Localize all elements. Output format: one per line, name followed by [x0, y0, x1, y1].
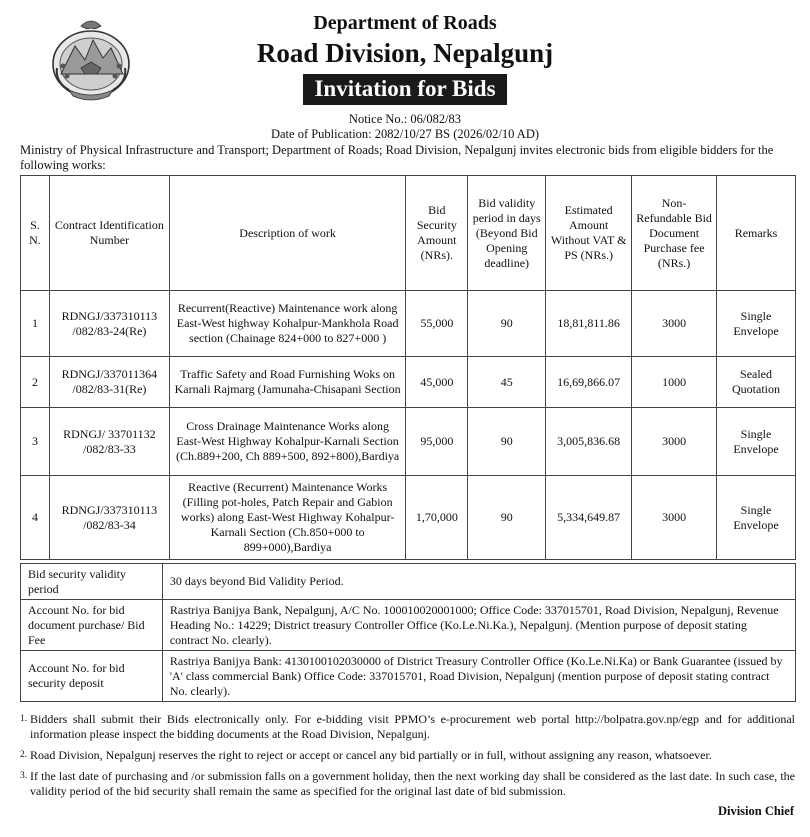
note-item: [20, 712, 795, 742]
cell-remarks: Single Envelope: [717, 408, 796, 476]
cell-contract-id: RDNGJ/337011364 /082/83-31(Re): [49, 357, 169, 408]
cell-sn: 1: [21, 291, 50, 357]
cell-remarks: Sealed Quotation: [717, 357, 796, 408]
cell-validity: 90: [468, 408, 546, 476]
info-value: 30 days beyond Bid Validity Period.: [162, 564, 795, 600]
cell-contract-id: RDNGJ/337310113 /082/83-34: [49, 476, 169, 560]
cell-document-fee: 3000: [632, 408, 717, 476]
cell-validity: 90: [468, 291, 546, 357]
header-remarks: Remarks: [717, 176, 796, 291]
info-label: Bid security validity period: [21, 564, 163, 600]
header-estimated-amount: Estimated Amount Without VAT & PS (NRs.): [546, 176, 632, 291]
table-row: [21, 357, 796, 408]
info-row: [21, 651, 796, 702]
header-sn: S. N.: [21, 176, 50, 291]
payment-info-table: [20, 563, 796, 702]
header-contract-id: Contract Identification Number: [49, 176, 169, 291]
cell-description: Recurrent(Reactive) Maintenance work along East-West highway Kohalpur-Mankhola Road section (Chainage 824+000 to 827+000 ): [169, 291, 405, 357]
info-label: Account No. for bid document purchase/ Bid Fee: [21, 600, 163, 651]
division-heading: Road Division, Nepalgunj: [256, 38, 554, 68]
header-document-fee: Non-Refundable Bid Document Purchase fee (NRs.): [632, 176, 717, 291]
header-bid-security: Bid Security Amount (NRs).: [406, 176, 468, 291]
cell-document-fee: 1000: [632, 357, 717, 408]
cell-description: Traffic Safety and Road Furnishing Woks on Karnali Rajmarg (Jamunaha-Chisapani Section: [169, 357, 405, 408]
cell-remarks: Single Envelope: [717, 476, 796, 560]
cell-description: Reactive (Recurrent) Maintenance Works (Filling pot-holes, Patch Repair and Gabion works) along East-West Highway Kohalpur-Karnali Section (Ch.850+000 to 899+000),Bardiya: [169, 476, 405, 560]
cell-contract-id: RDNGJ/ 33701132 /082/83-33: [49, 408, 169, 476]
info-row: [21, 600, 796, 651]
cell-bid-security: 1,70,000: [406, 476, 468, 560]
cell-estimated-amount: 18,81,811.86: [546, 291, 632, 357]
note-item: [20, 748, 795, 763]
cell-validity: 45: [468, 357, 546, 408]
table-header-row: [21, 176, 796, 291]
table-row: [21, 291, 796, 357]
info-value: Rastriya Banijya Bank: 4130100102030000 of District Treasury Controller Office (Ko.Le.Ni.Ka) or Bank Guarantee (issued by 'A' class commercial Bank) Office Code: 337015701, Road Division, Nepalgunj (mention purpose of deposit stating contract No. clearly).: [162, 651, 795, 702]
cell-estimated-amount: 3,005,836.68: [546, 408, 632, 476]
note-text: If the last date of purchasing and /or submission falls on a government holiday, then the next working day shall be considered as the last date. In such case, the validity period of the bid security shall remain the same as specified for the original last date of bid submission.: [30, 769, 795, 798]
note-number: 1.: [20, 714, 28, 724]
intro-paragraph: Ministry of Physical Infrastructure and Transport; Department of Roads; Road Division, Nepalgunj invites electronic bids from eligible bidders for the following works:: [20, 143, 774, 172]
publication-date: Date of Publication: 2082/10/27 BS (2026/02/10 AD): [270, 127, 540, 141]
cell-bid-security: 55,000: [406, 291, 468, 357]
cell-estimated-amount: 16,69,866.07: [546, 357, 632, 408]
table-row: [21, 476, 796, 560]
cell-description: Cross Drainage Maintenance Works along East-West Highway Kohalpur-Karnali Section (Ch.889+200, Ch 889+500, 892+800),Bardiya: [169, 408, 405, 476]
cell-bid-security: 95,000: [406, 408, 468, 476]
cell-contract-id: RDNGJ/337310113 /082/83-24(Re): [49, 291, 169, 357]
cell-document-fee: 3000: [632, 291, 717, 357]
table-row: [21, 408, 796, 476]
cell-sn: 2: [21, 357, 50, 408]
note-number: 3.: [20, 771, 28, 781]
info-label: Account No. for bid security deposit: [21, 651, 163, 702]
cell-sn: 4: [21, 476, 50, 560]
title-bar: [0, 74, 810, 105]
cell-remarks: Single Envelope: [717, 291, 796, 357]
note-number: 2.: [20, 750, 28, 760]
bids-table: [20, 175, 796, 560]
cell-sn: 3: [21, 408, 50, 476]
info-value: Rastriya Banijya Bank, Nepalgunj, A/C No. 100010020001000; Office Code: 337015701, Road Division, Nepalgunj, Revenue Heading No.: 14229; District treasury Controller Office (Ko.Le.Ni.Ka.), Nepalgunj. (Mention purpose of deposit stating contract No. clearly).: [162, 600, 795, 651]
note-text: Road Division, Nepalgunj reserves the right to reject or accept or cancel any bid partially or in full, without assigning any reason, whatsoever.: [30, 748, 712, 762]
notice-number: Notice No.: 06/082/83: [348, 112, 462, 126]
notes-list: [20, 712, 795, 805]
notice-title: Invitation for Bids: [303, 74, 506, 105]
cell-estimated-amount: 5,334,649.87: [546, 476, 632, 560]
note-item: [20, 769, 795, 799]
department-heading: Department of Roads: [313, 12, 497, 34]
cell-document-fee: 3000: [632, 476, 717, 560]
cell-validity: 90: [468, 476, 546, 560]
header-validity: Bid validity period in days (Beyond Bid Opening deadline): [468, 176, 546, 291]
note-text: Bidders shall submit their Bids electronically only. For e-bidding visit PPMO’s e-procurement web portal http://bolpatra.gov.np/egp and for additional information please inspect the bidding documents at the Road Division, Nepalgunj.: [30, 712, 795, 741]
info-row: [21, 564, 796, 600]
cell-bid-security: 45,000: [406, 357, 468, 408]
header-description: Description of work: [169, 176, 405, 291]
signature: Division Chief: [717, 804, 794, 818]
